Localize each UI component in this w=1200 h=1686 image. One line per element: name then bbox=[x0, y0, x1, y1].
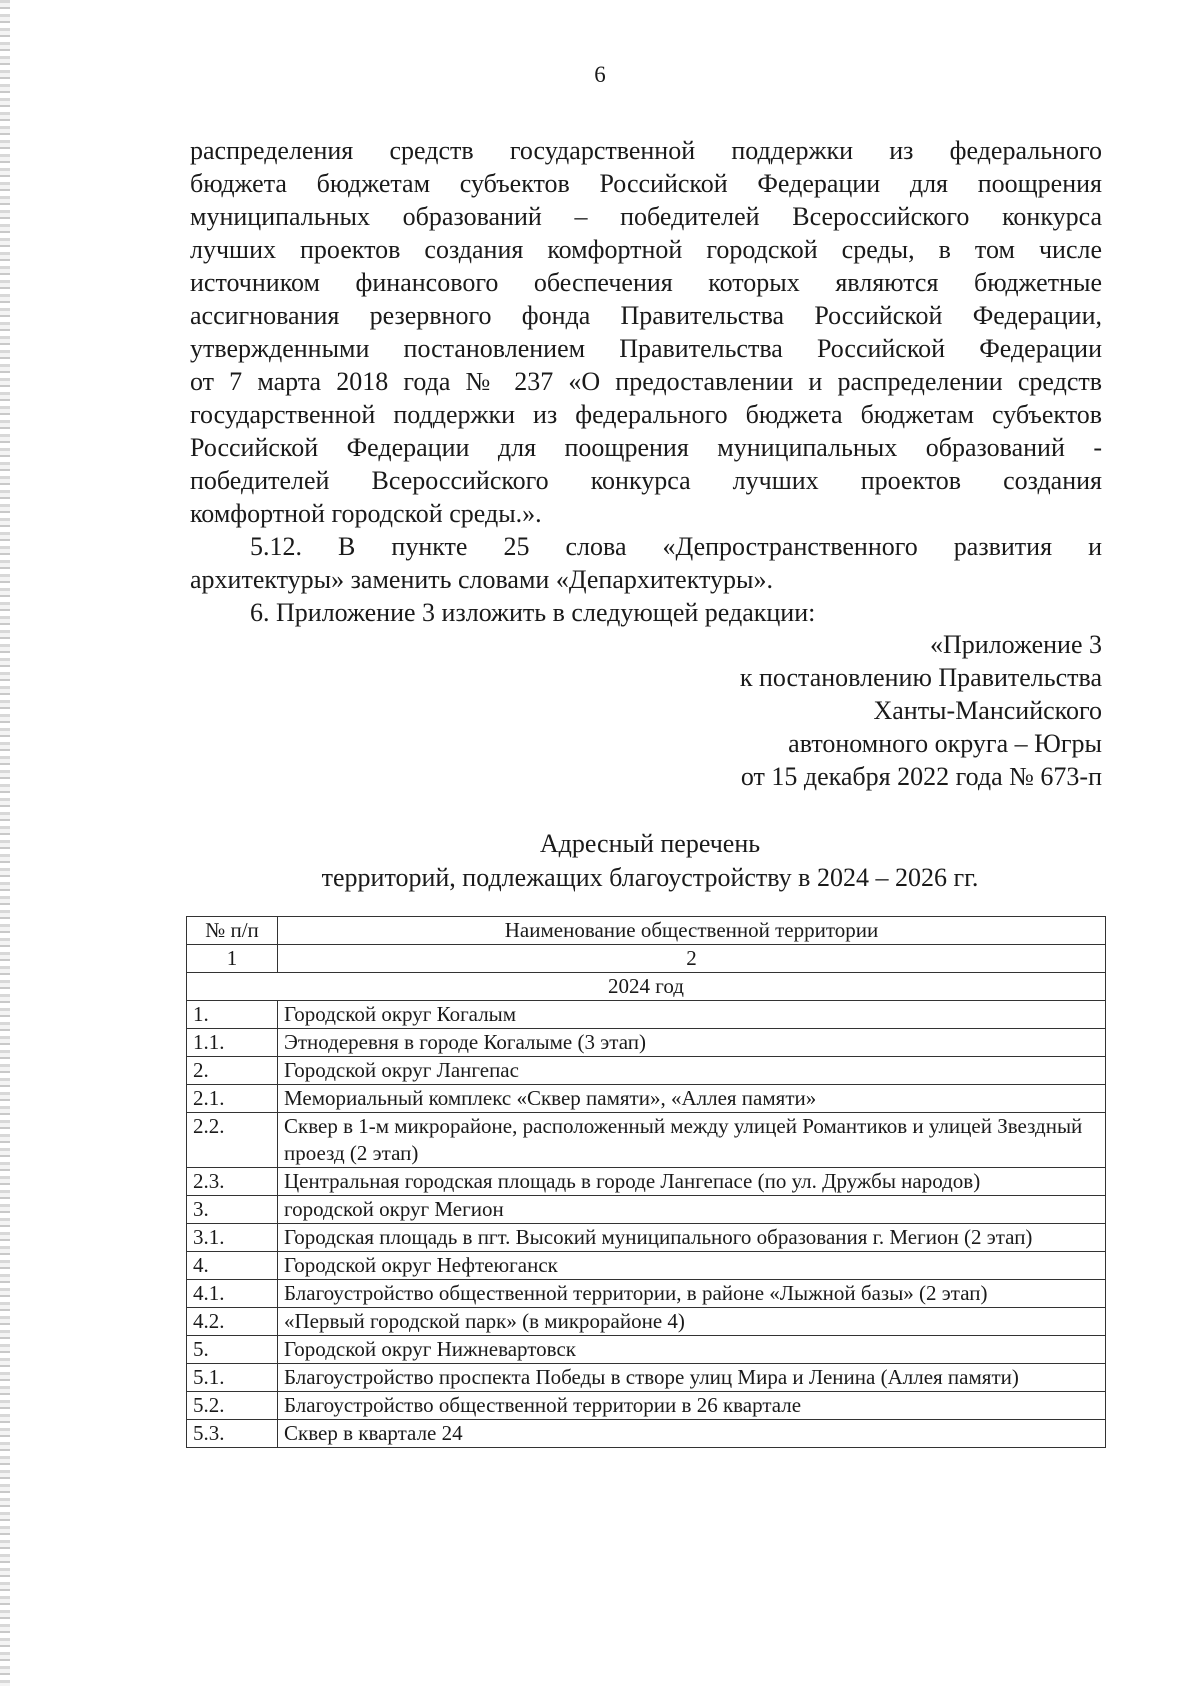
table-row bbox=[187, 1420, 1106, 1448]
row-name: Городской округ Когалым bbox=[278, 1001, 1106, 1029]
row-number: 5.2. bbox=[187, 1392, 278, 1420]
table-header-row bbox=[187, 917, 1106, 945]
attachment-line: «Приложение 3 bbox=[929, 630, 1102, 659]
paragraph-line: государственной поддержки из федерального бюджета бюджетам субъектов bbox=[190, 400, 1102, 429]
table-row bbox=[187, 1280, 1106, 1308]
paragraph-line: распределения средств государственной поддержки из федерального bbox=[190, 136, 1102, 165]
row-number: 3. bbox=[187, 1196, 278, 1224]
table-row bbox=[187, 1001, 1106, 1029]
row-name: городской округ Мегион bbox=[278, 1196, 1106, 1224]
row-name: Сквер в 1-м микрорайоне, расположенный между улицей Романтиков и улицей Звездный проезд (2 этап) bbox=[278, 1113, 1106, 1168]
row-number: 2.3. bbox=[187, 1168, 278, 1196]
paragraph-line: лучших проектов создания комфортной городской среды, в том числе bbox=[190, 235, 1102, 264]
table-row bbox=[187, 1029, 1106, 1057]
territory-table bbox=[186, 916, 1106, 1448]
list-title-line2: территорий, подлежащих благоустройству в 2024 – 2026 гг. bbox=[321, 863, 979, 892]
attachment-line: от 15 декабря 2022 года № 673-п bbox=[740, 762, 1102, 791]
row-number: 5.3. bbox=[187, 1420, 278, 1448]
row-name: Этнодеревня в городе Когалыме (3 этап) bbox=[278, 1029, 1106, 1057]
paragraph-line: ассигнования резервного фонда Правительства Российской Федерации, bbox=[190, 301, 1102, 330]
attachment-line: автономного округа – Югры bbox=[788, 729, 1102, 758]
year-cell: 2024 год bbox=[187, 973, 1106, 1001]
attachment-header bbox=[560, 628, 1102, 793]
row-number: 3.1. bbox=[187, 1224, 278, 1252]
row-number: 4.1. bbox=[187, 1280, 278, 1308]
table-row bbox=[187, 1196, 1106, 1224]
row-name: Городской округ Нижневартовск bbox=[278, 1336, 1106, 1364]
table-row bbox=[187, 1336, 1106, 1364]
header-number: № п/п bbox=[187, 917, 278, 945]
table-row bbox=[187, 1392, 1106, 1420]
row-number: 4.2. bbox=[187, 1308, 278, 1336]
list-title-line1: Адресный перечень bbox=[539, 829, 761, 858]
row-name: Городская площадь в пгт. Высокий муниципального образования г. Мегион (2 этап) bbox=[278, 1224, 1106, 1252]
item-5-12-line: архитектуры» заменить словами «Депархитектуры». bbox=[190, 565, 773, 594]
page-number: 6 bbox=[594, 62, 606, 87]
table-row bbox=[187, 1168, 1106, 1196]
table-row bbox=[187, 1113, 1106, 1168]
row-name: Городской округ Нефтеюганск bbox=[278, 1252, 1106, 1280]
row-name: Благоустройство проспекта Победы в створе улиц Мира и Ленина (Аллея памяти) bbox=[278, 1364, 1106, 1392]
attachment-line: Ханты-Мансийского bbox=[873, 696, 1102, 725]
paragraph-line: комфортной городской среды.». bbox=[190, 499, 542, 528]
table-row bbox=[187, 1252, 1106, 1280]
row-name: Благоустройство общественной территории в 26 квартале bbox=[278, 1392, 1106, 1420]
paragraph-line: источником финансового обеспечения которых являются бюджетные bbox=[190, 268, 1102, 297]
paragraph-line: бюджета бюджетам субъектов Российской Федерации для поощрения bbox=[190, 169, 1102, 198]
row-number: 2.2. bbox=[187, 1113, 278, 1168]
row-number: 2. bbox=[187, 1057, 278, 1085]
column-number: 1 bbox=[187, 945, 278, 973]
row-name: Городской округ Лангепас bbox=[278, 1057, 1106, 1085]
row-number: 2.1. bbox=[187, 1085, 278, 1113]
paragraph-line: муниципальных образований – победителей Всероссийского конкурса bbox=[190, 202, 1102, 231]
paragraph-line: победителей Всероссийского конкурса лучших проектов создания bbox=[190, 466, 1102, 495]
table-row bbox=[187, 1057, 1106, 1085]
list-title bbox=[0, 827, 1200, 895]
row-name: Центральная городская площадь в городе Лангепасе (по ул. Дружбы народов) bbox=[278, 1168, 1106, 1196]
row-number: 4. bbox=[187, 1252, 278, 1280]
row-number: 1. bbox=[187, 1001, 278, 1029]
header-name: Наименование общественной территории bbox=[278, 917, 1106, 945]
row-number: 1.1. bbox=[187, 1029, 278, 1057]
table-row bbox=[187, 1364, 1106, 1392]
item-6: 6. Приложение 3 изложить в следующей редакции: bbox=[250, 598, 816, 627]
row-number: 5. bbox=[187, 1336, 278, 1364]
paragraph-line: утвержденными постановлением Правительства Российской Федерации bbox=[190, 334, 1102, 363]
paragraph-line: Российской Федерации для поощрения муниципальных образований - bbox=[190, 433, 1102, 462]
attachment-line: к постановлению Правительства bbox=[739, 663, 1102, 692]
row-number: 5.1. bbox=[187, 1364, 278, 1392]
column-number: 2 bbox=[278, 945, 1106, 973]
row-name: Сквер в квартале 24 bbox=[278, 1420, 1106, 1448]
year-row bbox=[187, 973, 1106, 1001]
table-row bbox=[187, 1224, 1106, 1252]
table-row bbox=[187, 1085, 1106, 1113]
paragraph-line: от 7 марта 2018 года № 237 «О предоставлении и распределении средств bbox=[190, 367, 1102, 396]
item-5-12-line: 5.12. В пункте 25 слова «Депространственного развития и bbox=[250, 532, 1102, 561]
row-name: Мемориальный комплекс «Сквер памяти», «Аллея памяти» bbox=[278, 1085, 1106, 1113]
column-number-row bbox=[187, 945, 1106, 973]
table-row bbox=[187, 1308, 1106, 1336]
row-name: Благоустройство общественной территории, в районе «Лыжной базы» (2 этап) bbox=[278, 1280, 1106, 1308]
row-name: «Первый городской парк» (в микрорайоне 4) bbox=[278, 1308, 1106, 1336]
body-text bbox=[190, 134, 1102, 629]
